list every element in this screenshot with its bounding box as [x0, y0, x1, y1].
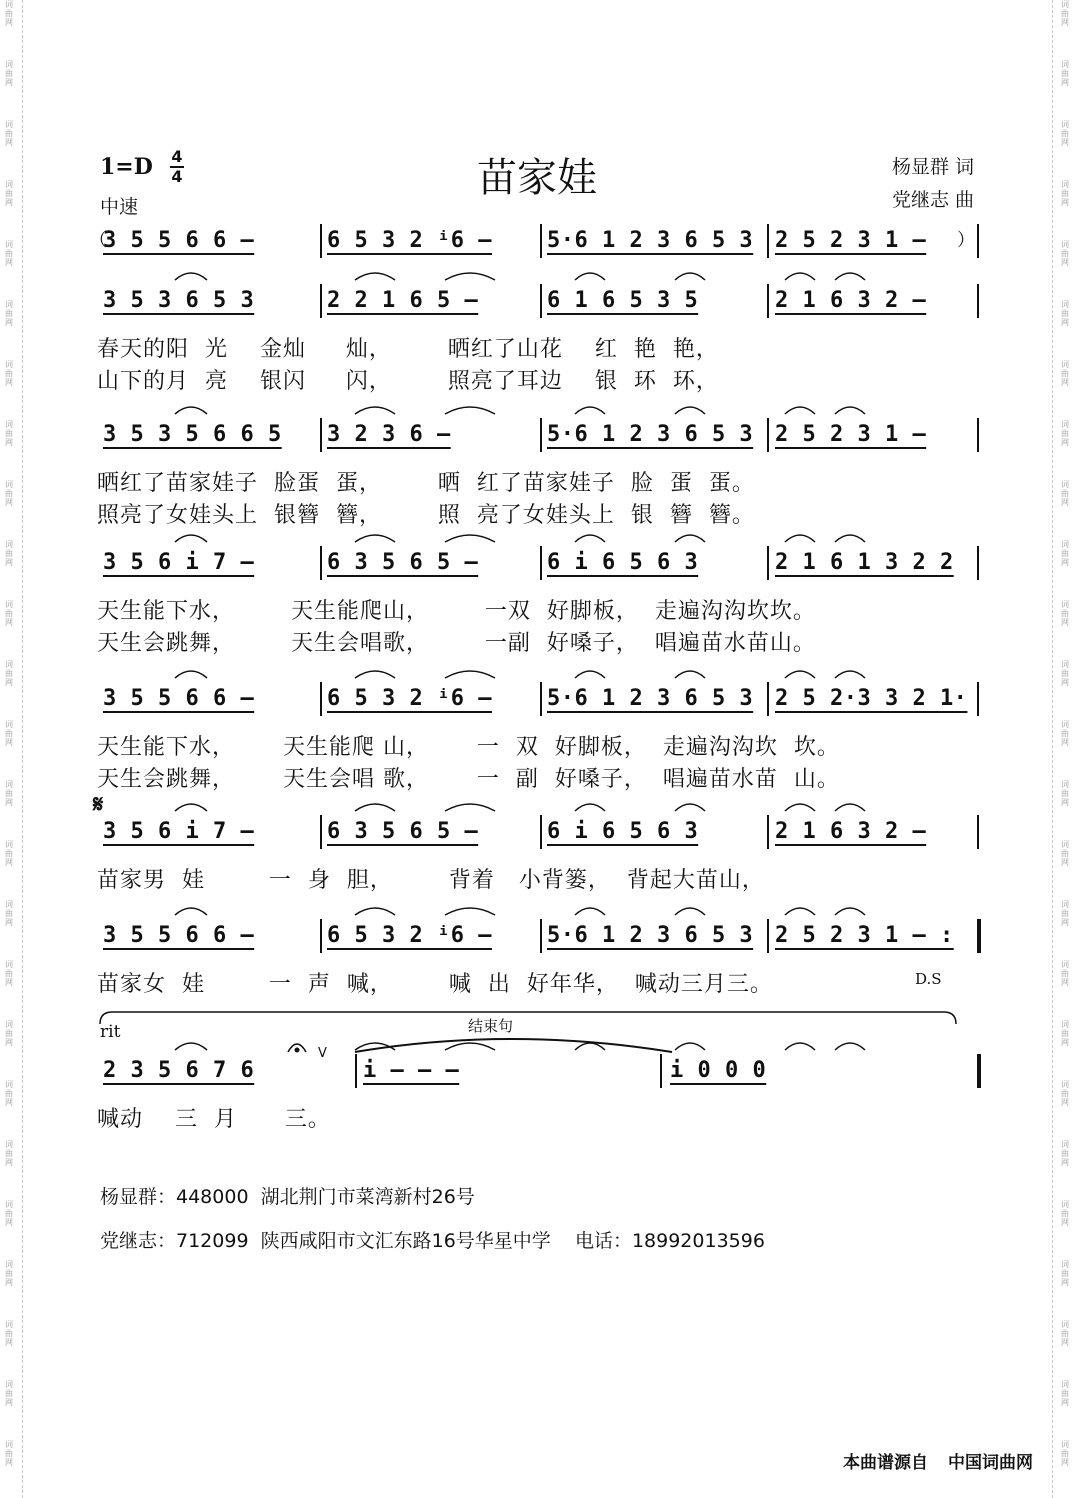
key-signature: 1=D — [100, 154, 153, 180]
watermark-mark: 词 曲 网 — [5, 120, 13, 147]
slur-arc — [355, 671, 395, 678]
measure-notes: 5·6 1 2 3 6 5 3 — [547, 228, 754, 253]
watermark-mark: 词 曲 网 — [1061, 240, 1069, 267]
measure-notes: 2 1 6 1 3 2 2 — [775, 550, 954, 575]
watermark-mark: 词 曲 网 — [5, 900, 13, 927]
watermark-mark: 词 曲 网 — [1061, 720, 1069, 747]
slur-arc — [835, 1043, 865, 1050]
slur-arc — [175, 407, 207, 414]
slur-arc — [785, 908, 815, 915]
watermark-mark: 词 曲 网 — [5, 1140, 13, 1167]
measure-notes: 5·6 1 2 3 6 5 3 — [547, 422, 754, 447]
measure-notes: 3 5 6 i 7 – — [103, 550, 255, 575]
watermark-mark: 词 曲 网 — [5, 60, 13, 87]
slur-arc — [575, 407, 605, 414]
slur-arc — [575, 804, 605, 811]
slur-arc — [175, 671, 207, 678]
watermark-mark: 词 曲 网 — [1061, 360, 1069, 387]
ritardando-marking: rit — [100, 1022, 121, 1042]
slur-arc — [675, 535, 705, 542]
watermark-mark: 词 曲 网 — [5, 0, 13, 27]
segno-sign: 𝄋 — [93, 790, 104, 818]
staff-row — [95, 284, 979, 318]
watermark-mark: 词 曲 网 — [1061, 480, 1069, 507]
measure-notes: 2 1 6 3 2 – — [775, 819, 927, 844]
slur-arc — [785, 1043, 815, 1050]
measure-notes: 3 5 5 6 6 – — [103, 686, 255, 711]
watermark-mark: 词 曲 网 — [5, 780, 13, 807]
watermark-mark: 词 曲 网 — [5, 420, 13, 447]
slur-arc — [445, 908, 495, 915]
close-paren: ） — [957, 230, 975, 251]
watermark-mark: 词 曲 网 — [1061, 780, 1069, 807]
measure-notes: 3 5 5 6 6 – — [103, 923, 255, 948]
measure-notes: 3 2 3 6 – — [327, 422, 451, 447]
measure-notes: 6 i 6 5 6 3 — [547, 819, 699, 844]
lyric-line: 喊动 三 月 三。 — [97, 1107, 331, 1132]
staff-row — [95, 919, 979, 953]
slur-arc — [785, 273, 815, 280]
watermark-mark: 词 曲 网 — [5, 300, 13, 327]
slur-arc — [175, 535, 207, 542]
watermark-mark: 词 曲 网 — [5, 720, 13, 747]
measure-notes: 5·6 1 2 3 6 5 3 — [547, 923, 754, 948]
ending-section-label: 结束句 — [468, 1017, 514, 1035]
measure-notes: 2 2 1 6 5 – — [327, 288, 479, 313]
measure-notes: 2 5 2 3 1 – : — [775, 923, 954, 948]
ds-marking: D.S — [915, 970, 942, 988]
source-label: 本曲谱源自 — [843, 1453, 928, 1473]
lyric-line: 晒红了苗家娃子 脸蛋 蛋， 晒 红了苗家娃子 脸 蛋 蛋。 — [97, 471, 755, 496]
watermark-mark: 词 曲 网 — [5, 1260, 13, 1287]
watermark-mark: 词 曲 网 — [1061, 1320, 1069, 1347]
measure-notes: 6 1 6 5 3 5 — [547, 288, 699, 313]
measure-notes: 6 i 6 5 6 3 — [547, 550, 699, 575]
lyric-line: 苗家男 娃 一 身 胆， 背着 小背篓， 背起大苗山， — [97, 868, 765, 893]
watermark-mark: 词 曲 网 — [1061, 120, 1069, 147]
measure-notes: 2 5 2 3 1 – — [775, 422, 927, 447]
left-watermark-column — [2, 0, 16, 1498]
slur-arc — [355, 908, 395, 915]
watermark-mark: 词 曲 网 — [5, 1080, 13, 1107]
slur-arc — [445, 535, 495, 542]
watermark-mark: 词 曲 网 — [5, 240, 13, 267]
tempo-marking: 中速 — [100, 196, 139, 218]
slur-arc — [835, 804, 865, 811]
slur-arc — [355, 1043, 395, 1050]
lyricist-contact: 杨显群：448000 湖北荆门市菜湾新村26号 — [100, 1186, 475, 1208]
measure-notes: 2 5 2·3 3 2 1· — [775, 686, 968, 711]
staff-row — [95, 418, 979, 452]
watermark-mark: 词 曲 网 — [1061, 960, 1069, 987]
watermark-mark: 词 曲 网 — [1061, 1260, 1069, 1287]
measure-notes: 3 5 5 6 6 – — [103, 228, 255, 253]
slur-arc — [175, 1043, 207, 1050]
measure-notes: 3 5 3 6 5 3 — [103, 288, 255, 313]
watermark-mark: 词 曲 网 — [5, 1440, 13, 1467]
slur-arc — [785, 804, 815, 811]
slur-arc — [355, 804, 395, 811]
staff-row — [95, 546, 979, 580]
lyric-line: 苗家女 娃 一 声 喊， 喊 出 好年华， 喊动三月三。 — [97, 972, 773, 997]
slur-arc — [575, 908, 605, 915]
watermark-mark: 词 曲 网 — [1061, 1140, 1069, 1167]
slur-arc — [445, 407, 495, 414]
slur-arc — [835, 535, 865, 542]
right-watermark-column — [1058, 0, 1072, 1498]
watermark-mark: 词 曲 网 — [1061, 300, 1069, 327]
slur-arc — [355, 273, 395, 280]
watermark-mark: 词 曲 网 — [1061, 660, 1069, 687]
measure-notes: i 0 0 0 — [670, 1058, 767, 1083]
barline — [767, 224, 769, 258]
song-title: 苗家娃 — [477, 155, 597, 201]
slur-arc — [675, 804, 705, 811]
slur-arc — [175, 273, 207, 280]
lyric-line: 天生能下水， 天生能爬山， 一双 好脚板， 走遍沟沟坎坎。 — [97, 599, 816, 624]
watermark-mark: 词 曲 网 — [5, 840, 13, 867]
watermark-mark: 词 曲 网 — [5, 540, 13, 567]
watermark-mark: 词 曲 网 — [5, 600, 13, 627]
measure-notes: 2 3 5 6 7 6 — [103, 1058, 255, 1083]
slur-arc — [785, 671, 815, 678]
watermark-mark: 词 曲 网 — [1061, 1020, 1069, 1047]
staff-row — [89, 224, 979, 258]
breath-mark: V — [318, 1046, 327, 1061]
slur-arc — [445, 671, 495, 678]
measure-notes: 2 5 2 3 1 – — [775, 228, 927, 253]
slur-arc — [785, 407, 815, 414]
staff-row — [95, 682, 979, 716]
slur-arc — [445, 273, 495, 280]
watermark-mark: 词 曲 网 — [1061, 540, 1069, 567]
source-credit — [843, 1448, 1033, 1473]
slur-arc — [785, 535, 815, 542]
slur-arc — [675, 407, 705, 414]
watermark-mark: 词 曲 网 — [1061, 600, 1069, 627]
lyric-line: 天生会跳舞， 天生会唱 歌， 一 副 好嗓子， 唱遍苗水苗 山。 — [97, 767, 840, 792]
slur-arc — [575, 535, 605, 542]
measure-notes: 6 3 5 6 5 – — [327, 550, 479, 575]
slur-arc — [835, 407, 865, 414]
staff-row — [95, 815, 979, 849]
watermark-mark: 词 曲 网 — [1061, 0, 1069, 27]
watermark-mark: 词 曲 网 — [5, 660, 13, 687]
source-site-link[interactable]: 中国词曲网 — [948, 1453, 1033, 1473]
watermark-mark: 词 曲 网 — [1061, 840, 1069, 867]
time-signature-top: 4 — [171, 147, 183, 166]
staff-row — [95, 1054, 979, 1088]
slur-arc — [445, 1043, 495, 1050]
lyricist-credit: 杨显群 词 — [891, 156, 974, 178]
slur-arc — [835, 273, 865, 280]
lyric-line: 天生会跳舞， 天生会唱歌， 一副 好嗓子， 唱遍苗水苗山。 — [97, 631, 816, 656]
watermark-mark: 词 曲 网 — [1061, 1200, 1069, 1227]
lyric-line: 照亮了女娃头上 银簪 簪， 照 亮了女娃头上 银 簪 簪。 — [97, 503, 755, 528]
barline — [540, 224, 542, 258]
watermark-mark: 词 曲 网 — [1061, 1380, 1069, 1407]
watermark-mark: 词 曲 网 — [1061, 60, 1069, 87]
slur-arc — [175, 804, 207, 811]
slur-arc — [355, 535, 395, 542]
watermark-mark: 词 曲 网 — [1061, 1440, 1069, 1467]
slur-arc — [175, 908, 207, 915]
watermark-mark: 词 曲 网 — [5, 1200, 13, 1227]
slur-arc — [675, 671, 705, 678]
measure-notes: i – – – — [363, 1058, 460, 1083]
composer-credit: 党继志 曲 — [891, 189, 974, 211]
watermark-mark: 词 曲 网 — [5, 1380, 13, 1407]
slur-arc — [675, 1043, 705, 1050]
slur-arc — [575, 1043, 605, 1050]
time-signature-bottom: 4 — [171, 167, 183, 186]
watermark-mark: 词 曲 网 — [5, 480, 13, 507]
watermark-mark: 词 曲 网 — [1061, 1080, 1069, 1107]
measure-notes: 2 1 6 3 2 – — [775, 288, 927, 313]
watermark-mark: 词 曲 网 — [5, 1020, 13, 1047]
left-margin-line — [22, 0, 23, 1498]
measure-notes: 3 5 6 i 7 – — [103, 819, 255, 844]
slur-arc — [575, 273, 605, 280]
measure-notes: 6 3 5 6 5 – — [327, 819, 479, 844]
measure-notes: 6 5 3 2 ⁱ6 – — [327, 923, 492, 948]
lyric-line: 春天的阳 光 金灿 灿， 晒红了山花 红 艳 艳， — [97, 337, 719, 362]
watermark-mark: 词 曲 网 — [5, 180, 13, 207]
measure-notes: 6 5 3 2 ⁱ6 – — [327, 686, 492, 711]
watermark-mark: 词 曲 网 — [5, 960, 13, 987]
end-barline — [977, 224, 979, 258]
measure-notes: 6 5 3 2 ⁱ6 – — [327, 228, 492, 253]
watermark-mark: 词 曲 网 — [1061, 900, 1069, 927]
lyric-line: 山下的月 亮 银闪 闪， 照亮了耳边 银 环 环， — [97, 369, 719, 394]
barline — [320, 224, 322, 258]
slur-arc — [835, 671, 865, 678]
slur-arc — [675, 908, 705, 915]
watermark-mark: 词 曲 网 — [5, 360, 13, 387]
watermark-mark: 词 曲 网 — [1061, 420, 1069, 447]
watermark-mark: 词 曲 网 — [5, 1320, 13, 1347]
lyric-line: 天生能下水， 天生能爬 山， 一 双 好脚板， 走遍沟沟坎 坎。 — [97, 735, 840, 760]
open-paren: （ — [89, 230, 107, 251]
measure-notes: 5·6 1 2 3 6 5 3 — [547, 686, 754, 711]
slur-arc — [445, 804, 495, 811]
measure-notes: 3 5 3 5 6 6 5 — [103, 422, 282, 447]
slur-arc — [355, 407, 395, 414]
composer-contact: 党继志：712099 陕西咸阳市文汇东路16号华星中学 电话：18992013596 — [100, 1230, 765, 1252]
slur-arc — [575, 671, 605, 678]
watermark-mark: 词 曲 网 — [1061, 180, 1069, 207]
slur-arc — [835, 908, 865, 915]
slur-arc — [675, 273, 705, 280]
right-margin-line — [1052, 0, 1053, 1498]
